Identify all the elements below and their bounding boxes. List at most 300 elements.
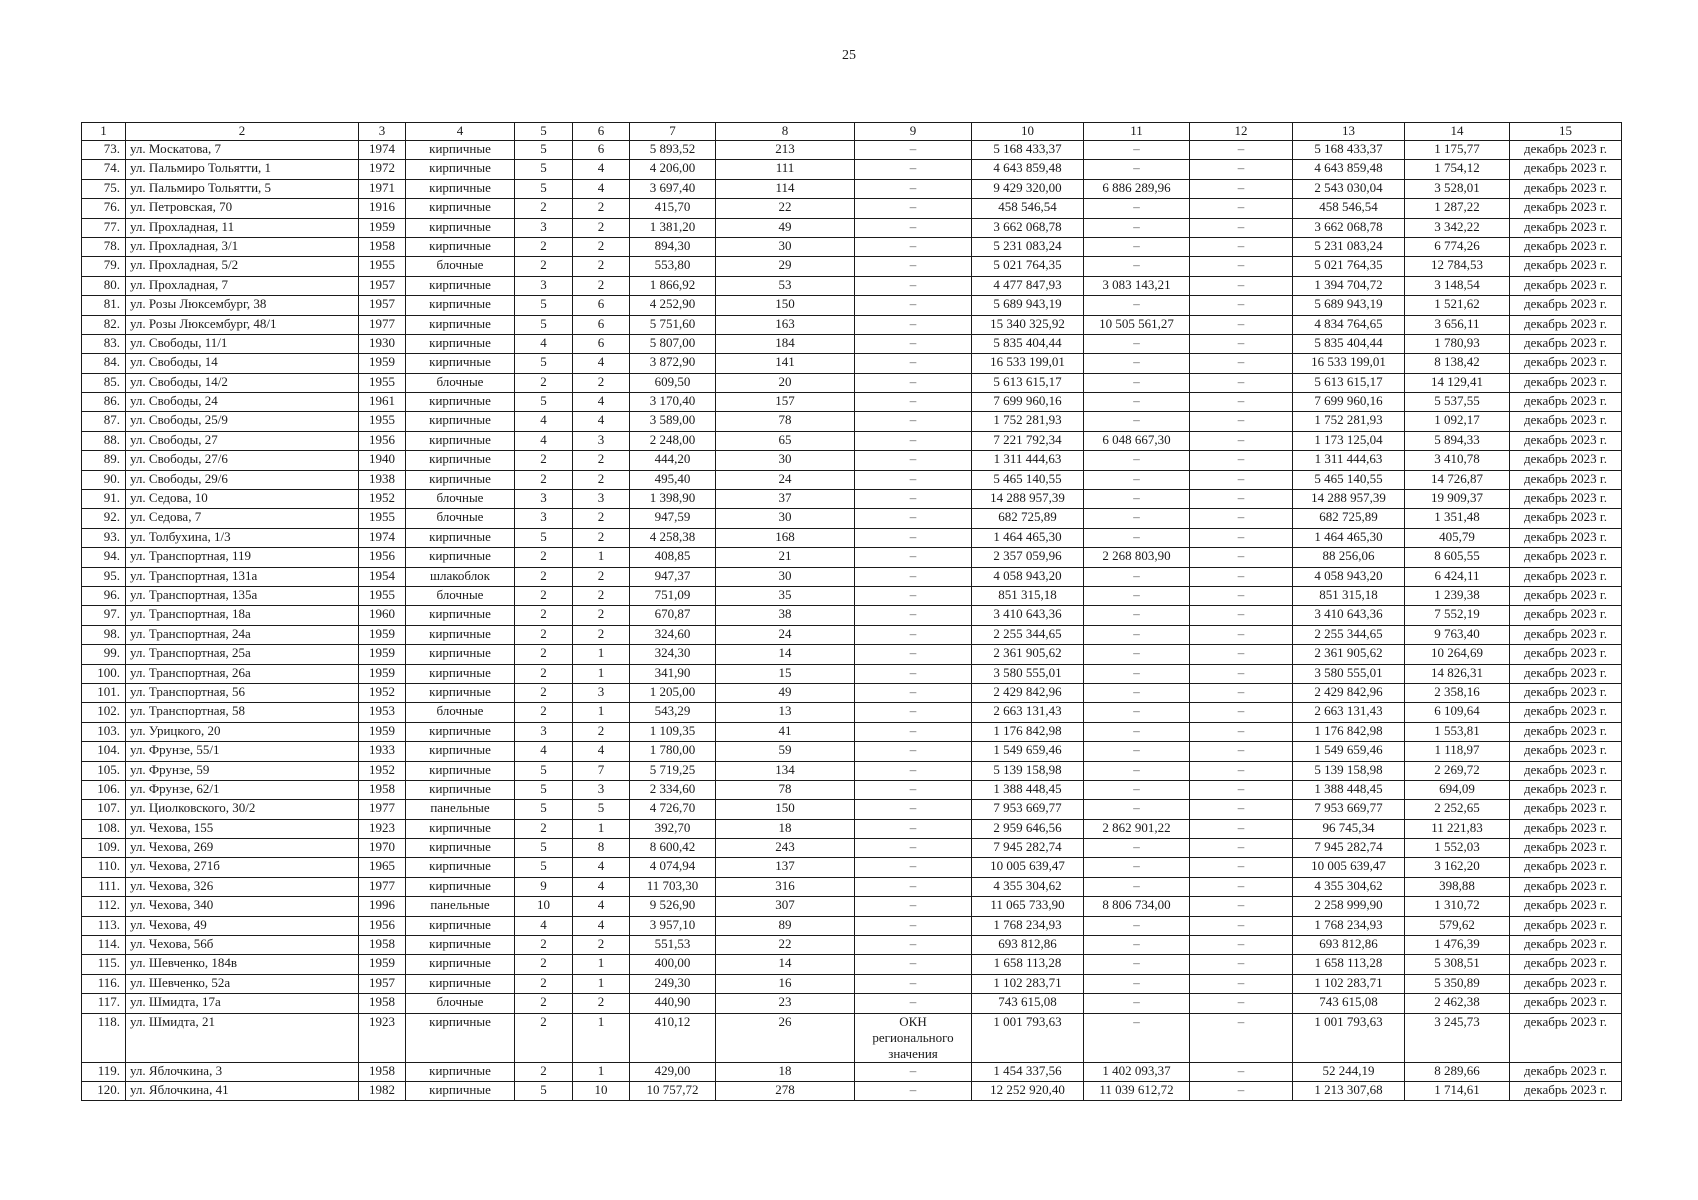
cell-floors: 3 bbox=[515, 722, 573, 741]
cell-cost-col-13: 5 231 083,24 bbox=[1293, 237, 1405, 256]
cell-residents: 14 bbox=[716, 645, 855, 664]
cell-entrances: 4 bbox=[573, 858, 630, 877]
cell-cost-col-13: 4 355 304,62 bbox=[1293, 877, 1405, 896]
cell-completion-date: декабрь 2023 г. bbox=[1510, 606, 1622, 625]
cell-heritage-status: – bbox=[855, 141, 972, 160]
cell-total-cost: 1 102 283,71 bbox=[972, 974, 1084, 993]
cell-heritage-status: – bbox=[855, 315, 972, 334]
cell-heritage-status: – bbox=[855, 257, 972, 276]
cell-cost-per-sqm: 1 714,61 bbox=[1405, 1081, 1510, 1100]
cell-completion-date: декабрь 2023 г. bbox=[1510, 877, 1622, 896]
cell-row-index: 115. bbox=[82, 955, 126, 974]
cell-cost-col-12: – bbox=[1190, 548, 1293, 567]
cell-cost-col-11: – bbox=[1084, 858, 1190, 877]
cell-cost-per-sqm: 5 537,55 bbox=[1405, 393, 1510, 412]
cell-address: ул. Москатова, 7 bbox=[126, 141, 359, 160]
cell-total-area: 11 703,30 bbox=[630, 877, 716, 896]
cell-floors: 5 bbox=[515, 315, 573, 334]
cell-year-built: 1954 bbox=[359, 567, 406, 586]
cell-residents: 213 bbox=[716, 141, 855, 160]
cell-heritage-status: – bbox=[855, 1081, 972, 1100]
cell-total-cost: 2 959 646,56 bbox=[972, 819, 1084, 838]
cell-wall-material: кирпичные bbox=[406, 451, 515, 470]
cell-year-built: 1952 bbox=[359, 761, 406, 780]
cell-total-area: 3 957,10 bbox=[630, 916, 716, 935]
cell-row-index: 118. bbox=[82, 1013, 126, 1062]
cell-heritage-status: ОКН регионального значения bbox=[855, 1013, 972, 1062]
cell-row-index: 87. bbox=[82, 412, 126, 431]
cell-residents: 278 bbox=[716, 1081, 855, 1100]
cell-year-built: 1965 bbox=[359, 858, 406, 877]
cell-cost-col-11: 6 048 667,30 bbox=[1084, 431, 1190, 450]
cell-completion-date: декабрь 2023 г. bbox=[1510, 722, 1622, 741]
column-number-6: 6 bbox=[573, 123, 630, 141]
column-number-row bbox=[82, 123, 1622, 141]
cell-cost-col-13: 10 005 639,47 bbox=[1293, 858, 1405, 877]
cell-cost-col-12: – bbox=[1190, 780, 1293, 799]
cell-cost-col-11: – bbox=[1084, 936, 1190, 955]
table-row bbox=[82, 354, 1622, 373]
cell-completion-date: декабрь 2023 г. bbox=[1510, 586, 1622, 605]
cell-total-cost: 5 613 615,17 bbox=[972, 373, 1084, 392]
cell-wall-material: кирпичные bbox=[406, 877, 515, 896]
cell-completion-date: декабрь 2023 г. bbox=[1510, 858, 1622, 877]
cell-heritage-status: – bbox=[855, 160, 972, 179]
cell-total-cost: 9 429 320,00 bbox=[972, 179, 1084, 198]
table-row bbox=[82, 373, 1622, 392]
cell-row-index: 92. bbox=[82, 509, 126, 528]
cell-completion-date: декабрь 2023 г. bbox=[1510, 664, 1622, 683]
cell-row-index: 90. bbox=[82, 470, 126, 489]
cell-floors: 2 bbox=[515, 625, 573, 644]
cell-row-index: 73. bbox=[82, 141, 126, 160]
cell-address: ул. Транспортная, 25а bbox=[126, 645, 359, 664]
table-row bbox=[82, 528, 1622, 547]
cell-heritage-status: – bbox=[855, 994, 972, 1013]
cell-row-index: 93. bbox=[82, 528, 126, 547]
cell-cost-col-12: – bbox=[1190, 800, 1293, 819]
cell-cost-col-11: – bbox=[1084, 955, 1190, 974]
cell-floors: 2 bbox=[515, 548, 573, 567]
cell-completion-date: декабрь 2023 г. bbox=[1510, 199, 1622, 218]
cell-total-cost: 2 429 842,96 bbox=[972, 683, 1084, 702]
table-row bbox=[82, 606, 1622, 625]
cell-floors: 2 bbox=[515, 1062, 573, 1081]
column-number-15: 15 bbox=[1510, 123, 1622, 141]
cell-total-cost: 5 465 140,55 bbox=[972, 470, 1084, 489]
cell-row-index: 89. bbox=[82, 451, 126, 470]
cell-residents: 21 bbox=[716, 548, 855, 567]
cell-cost-col-12: – bbox=[1190, 373, 1293, 392]
cell-row-index: 110. bbox=[82, 858, 126, 877]
cell-year-built: 1955 bbox=[359, 257, 406, 276]
table-row bbox=[82, 509, 1622, 528]
cell-row-index: 112. bbox=[82, 897, 126, 916]
cell-total-area: 1 205,00 bbox=[630, 683, 716, 702]
cell-cost-col-12: – bbox=[1190, 451, 1293, 470]
cell-address: ул. Чехова, 271б bbox=[126, 858, 359, 877]
cell-cost-col-13: 458 546,54 bbox=[1293, 199, 1405, 218]
cell-cost-col-12: – bbox=[1190, 722, 1293, 741]
cell-year-built: 1958 bbox=[359, 994, 406, 1013]
cell-cost-col-11: – bbox=[1084, 567, 1190, 586]
cell-address: ул. Пальмиро Тольятти, 5 bbox=[126, 179, 359, 198]
cell-wall-material: панельные bbox=[406, 897, 515, 916]
cell-address: ул. Транспортная, 26а bbox=[126, 664, 359, 683]
cell-residents: 49 bbox=[716, 218, 855, 237]
cell-residents: 114 bbox=[716, 179, 855, 198]
table-row bbox=[82, 703, 1622, 722]
cell-cost-col-12: – bbox=[1190, 897, 1293, 916]
table-row bbox=[82, 141, 1622, 160]
cell-entrances: 2 bbox=[573, 276, 630, 295]
cell-cost-col-12: – bbox=[1190, 645, 1293, 664]
cell-year-built: 1982 bbox=[359, 1081, 406, 1100]
table-row bbox=[82, 839, 1622, 858]
cell-cost-col-11: – bbox=[1084, 237, 1190, 256]
cell-entrances: 2 bbox=[573, 994, 630, 1013]
cell-row-index: 108. bbox=[82, 819, 126, 838]
cell-completion-date: декабрь 2023 г. bbox=[1510, 1013, 1622, 1062]
cell-row-index: 109. bbox=[82, 839, 126, 858]
cell-total-area: 1 109,35 bbox=[630, 722, 716, 741]
table-row bbox=[82, 780, 1622, 799]
cell-total-cost: 1 464 465,30 bbox=[972, 528, 1084, 547]
cell-year-built: 1923 bbox=[359, 819, 406, 838]
cell-wall-material: кирпичные bbox=[406, 528, 515, 547]
cell-cost-col-13: 3 662 068,78 bbox=[1293, 218, 1405, 237]
cell-total-area: 4 252,90 bbox=[630, 296, 716, 315]
cell-year-built: 1972 bbox=[359, 160, 406, 179]
cell-entrances: 1 bbox=[573, 1013, 630, 1062]
cell-row-index: 97. bbox=[82, 606, 126, 625]
cell-completion-date: декабрь 2023 г. bbox=[1510, 296, 1622, 315]
cell-residents: 163 bbox=[716, 315, 855, 334]
table-row bbox=[82, 548, 1622, 567]
cell-cost-col-11: – bbox=[1084, 703, 1190, 722]
cell-floors: 2 bbox=[515, 683, 573, 702]
cell-row-index: 75. bbox=[82, 179, 126, 198]
cell-address: ул. Седова, 10 bbox=[126, 490, 359, 509]
cell-floors: 2 bbox=[515, 994, 573, 1013]
cell-heritage-status: – bbox=[855, 974, 972, 993]
cell-cost-col-11: – bbox=[1084, 393, 1190, 412]
cell-cost-col-11: – bbox=[1084, 470, 1190, 489]
cell-residents: 65 bbox=[716, 431, 855, 450]
cell-cost-col-11: – bbox=[1084, 974, 1190, 993]
cell-row-index: 86. bbox=[82, 393, 126, 412]
cell-cost-per-sqm: 19 909,37 bbox=[1405, 490, 1510, 509]
cell-address: ул. Прохладная, 11 bbox=[126, 218, 359, 237]
cell-completion-date: декабрь 2023 г. bbox=[1510, 548, 1622, 567]
cell-total-area: 1 866,92 bbox=[630, 276, 716, 295]
cell-year-built: 1959 bbox=[359, 664, 406, 683]
cell-wall-material: кирпичные bbox=[406, 645, 515, 664]
cell-cost-col-12: – bbox=[1190, 664, 1293, 683]
cell-heritage-status: – bbox=[855, 431, 972, 450]
cell-cost-per-sqm: 2 358,16 bbox=[1405, 683, 1510, 702]
cell-total-area: 444,20 bbox=[630, 451, 716, 470]
cell-year-built: 1977 bbox=[359, 315, 406, 334]
cell-heritage-status: – bbox=[855, 780, 972, 799]
cell-total-cost: 1 176 842,98 bbox=[972, 722, 1084, 741]
cell-cost-col-12: – bbox=[1190, 567, 1293, 586]
cell-completion-date: декабрь 2023 г. bbox=[1510, 897, 1622, 916]
cell-address: ул. Свободы, 24 bbox=[126, 393, 359, 412]
cell-address: ул. Транспортная, 58 bbox=[126, 703, 359, 722]
cell-cost-per-sqm: 1 476,39 bbox=[1405, 936, 1510, 955]
cell-heritage-status: – bbox=[855, 606, 972, 625]
table-row bbox=[82, 1013, 1622, 1062]
cell-cost-col-11: 3 083 143,21 bbox=[1084, 276, 1190, 295]
cell-row-index: 119. bbox=[82, 1062, 126, 1081]
cell-total-area: 5 719,25 bbox=[630, 761, 716, 780]
cell-wall-material: кирпичные bbox=[406, 276, 515, 295]
cell-cost-col-13: 2 258 999,90 bbox=[1293, 897, 1405, 916]
cell-year-built: 1974 bbox=[359, 528, 406, 547]
cell-address: ул. Прохладная, 3/1 bbox=[126, 237, 359, 256]
cell-residents: 184 bbox=[716, 334, 855, 353]
cell-total-area: 5 751,60 bbox=[630, 315, 716, 334]
cell-heritage-status: – bbox=[855, 664, 972, 683]
cell-cost-col-13: 1 176 842,98 bbox=[1293, 722, 1405, 741]
cell-row-index: 117. bbox=[82, 994, 126, 1013]
cell-total-cost: 16 533 199,01 bbox=[972, 354, 1084, 373]
cell-cost-col-13: 3 580 555,01 bbox=[1293, 664, 1405, 683]
cell-heritage-status: – bbox=[855, 276, 972, 295]
cell-year-built: 1956 bbox=[359, 431, 406, 450]
cell-entrances: 4 bbox=[573, 742, 630, 761]
cell-total-cost: 5 689 943,19 bbox=[972, 296, 1084, 315]
cell-address: ул. Транспортная, 56 bbox=[126, 683, 359, 702]
cell-year-built: 1952 bbox=[359, 490, 406, 509]
cell-row-index: 74. bbox=[82, 160, 126, 179]
cell-entrances: 2 bbox=[573, 936, 630, 955]
cell-cost-col-11: 8 806 734,00 bbox=[1084, 897, 1190, 916]
cell-address: ул. Чехова, 49 bbox=[126, 916, 359, 935]
cell-residents: 141 bbox=[716, 354, 855, 373]
cell-cost-col-13: 1 549 659,46 bbox=[1293, 742, 1405, 761]
cell-cost-col-13: 52 244,19 bbox=[1293, 1062, 1405, 1081]
cell-cost-col-13: 2 255 344,65 bbox=[1293, 625, 1405, 644]
table-row bbox=[82, 586, 1622, 605]
cell-heritage-status: – bbox=[855, 722, 972, 741]
cell-cost-col-12: – bbox=[1190, 393, 1293, 412]
cell-floors: 2 bbox=[515, 199, 573, 218]
column-number-4: 4 bbox=[406, 123, 515, 141]
cell-cost-col-12: – bbox=[1190, 858, 1293, 877]
cell-cost-per-sqm: 1 780,93 bbox=[1405, 334, 1510, 353]
cell-entrances: 2 bbox=[573, 528, 630, 547]
cell-cost-per-sqm: 3 148,54 bbox=[1405, 276, 1510, 295]
cell-wall-material: блочные bbox=[406, 373, 515, 392]
cell-heritage-status: – bbox=[855, 1062, 972, 1081]
cell-completion-date: декабрь 2023 г. bbox=[1510, 645, 1622, 664]
cell-year-built: 1959 bbox=[359, 218, 406, 237]
cell-address: ул. Свободы, 11/1 bbox=[126, 334, 359, 353]
cell-completion-date: декабрь 2023 г. bbox=[1510, 761, 1622, 780]
cell-cost-col-12: – bbox=[1190, 237, 1293, 256]
cell-floors: 3 bbox=[515, 490, 573, 509]
cell-completion-date: декабрь 2023 г. bbox=[1510, 257, 1622, 276]
cell-total-cost: 1 311 444,63 bbox=[972, 451, 1084, 470]
table-row bbox=[82, 625, 1622, 644]
cell-entrances: 4 bbox=[573, 916, 630, 935]
cell-floors: 5 bbox=[515, 761, 573, 780]
cell-cost-col-11: 6 886 289,96 bbox=[1084, 179, 1190, 198]
cell-cost-per-sqm: 10 264,69 bbox=[1405, 645, 1510, 664]
cell-completion-date: декабрь 2023 г. bbox=[1510, 490, 1622, 509]
cell-total-cost: 1 388 448,45 bbox=[972, 780, 1084, 799]
cell-heritage-status: – bbox=[855, 296, 972, 315]
cell-completion-date: декабрь 2023 г. bbox=[1510, 1062, 1622, 1081]
cell-floors: 5 bbox=[515, 839, 573, 858]
cell-cost-col-11: – bbox=[1084, 742, 1190, 761]
cell-total-cost: 743 615,08 bbox=[972, 994, 1084, 1013]
cell-completion-date: декабрь 2023 г. bbox=[1510, 683, 1622, 702]
cell-completion-date: декабрь 2023 г. bbox=[1510, 839, 1622, 858]
cell-heritage-status: – bbox=[855, 470, 972, 489]
cell-address: ул. Чехова, 340 bbox=[126, 897, 359, 916]
cell-residents: 168 bbox=[716, 528, 855, 547]
cell-cost-per-sqm: 579,62 bbox=[1405, 916, 1510, 935]
cell-wall-material: кирпичные bbox=[406, 431, 515, 450]
column-number-13: 13 bbox=[1293, 123, 1405, 141]
cell-cost-col-12: – bbox=[1190, 431, 1293, 450]
cell-year-built: 1923 bbox=[359, 1013, 406, 1062]
cell-row-index: 95. bbox=[82, 567, 126, 586]
cell-entrances: 8 bbox=[573, 839, 630, 858]
cell-wall-material: кирпичные bbox=[406, 664, 515, 683]
cell-entrances: 1 bbox=[573, 819, 630, 838]
cell-heritage-status: – bbox=[855, 742, 972, 761]
column-number-10: 10 bbox=[972, 123, 1084, 141]
cell-completion-date: декабрь 2023 г. bbox=[1510, 431, 1622, 450]
cell-total-area: 429,00 bbox=[630, 1062, 716, 1081]
cell-wall-material: кирпичные bbox=[406, 761, 515, 780]
cell-total-area: 1 780,00 bbox=[630, 742, 716, 761]
cell-wall-material: кирпичные bbox=[406, 315, 515, 334]
cell-row-index: 91. bbox=[82, 490, 126, 509]
cell-cost-per-sqm: 5 350,89 bbox=[1405, 974, 1510, 993]
cell-cost-col-11: – bbox=[1084, 761, 1190, 780]
cell-floors: 2 bbox=[515, 237, 573, 256]
cell-cost-col-11: – bbox=[1084, 334, 1190, 353]
cell-total-cost: 3 580 555,01 bbox=[972, 664, 1084, 683]
table-row bbox=[82, 334, 1622, 353]
cell-cost-col-11: 11 039 612,72 bbox=[1084, 1081, 1190, 1100]
cell-cost-per-sqm: 9 763,40 bbox=[1405, 625, 1510, 644]
cell-cost-col-13: 2 663 131,43 bbox=[1293, 703, 1405, 722]
cell-address: ул. Шевченко, 184в bbox=[126, 955, 359, 974]
cell-floors: 3 bbox=[515, 276, 573, 295]
cell-completion-date: декабрь 2023 г. bbox=[1510, 1081, 1622, 1100]
cell-address: ул. Фрунзе, 59 bbox=[126, 761, 359, 780]
cell-cost-col-13: 5 465 140,55 bbox=[1293, 470, 1405, 489]
cell-floors: 2 bbox=[515, 955, 573, 974]
cell-floors: 2 bbox=[515, 1013, 573, 1062]
cell-entrances: 2 bbox=[573, 218, 630, 237]
cell-heritage-status: – bbox=[855, 528, 972, 547]
cell-wall-material: кирпичные bbox=[406, 218, 515, 237]
cell-floors: 4 bbox=[515, 412, 573, 431]
cell-year-built: 1955 bbox=[359, 509, 406, 528]
cell-total-area: 2 248,00 bbox=[630, 431, 716, 450]
cell-cost-col-13: 1 311 444,63 bbox=[1293, 451, 1405, 470]
cell-cost-per-sqm: 2 269,72 bbox=[1405, 761, 1510, 780]
cell-address: ул. Прохладная, 5/2 bbox=[126, 257, 359, 276]
cell-total-cost: 682 725,89 bbox=[972, 509, 1084, 528]
cell-heritage-status: – bbox=[855, 877, 972, 896]
cell-row-index: 102. bbox=[82, 703, 126, 722]
cell-entrances: 3 bbox=[573, 780, 630, 799]
cell-year-built: 1958 bbox=[359, 936, 406, 955]
cell-floors: 5 bbox=[515, 1081, 573, 1100]
cell-cost-per-sqm: 3 342,22 bbox=[1405, 218, 1510, 237]
cell-year-built: 1958 bbox=[359, 1062, 406, 1081]
cell-cost-col-12: – bbox=[1190, 528, 1293, 547]
cell-cost-per-sqm: 1 351,48 bbox=[1405, 509, 1510, 528]
cell-total-cost: 3 662 068,78 bbox=[972, 218, 1084, 237]
cell-heritage-status: – bbox=[855, 858, 972, 877]
cell-year-built: 1953 bbox=[359, 703, 406, 722]
cell-completion-date: декабрь 2023 г. bbox=[1510, 354, 1622, 373]
cell-entrances: 4 bbox=[573, 160, 630, 179]
cell-year-built: 1956 bbox=[359, 916, 406, 935]
cell-wall-material: кирпичные bbox=[406, 296, 515, 315]
cell-residents: 38 bbox=[716, 606, 855, 625]
cell-residents: 53 bbox=[716, 276, 855, 295]
cell-entrances: 1 bbox=[573, 664, 630, 683]
cell-total-cost: 7 221 792,34 bbox=[972, 431, 1084, 450]
cell-total-area: 1 398,90 bbox=[630, 490, 716, 509]
cell-cost-col-11: 1 402 093,37 bbox=[1084, 1062, 1190, 1081]
cell-cost-col-13: 3 410 643,36 bbox=[1293, 606, 1405, 625]
cell-residents: 24 bbox=[716, 470, 855, 489]
table-row bbox=[82, 218, 1622, 237]
cell-cost-col-12: – bbox=[1190, 509, 1293, 528]
cell-total-cost: 1 549 659,46 bbox=[972, 742, 1084, 761]
cell-completion-date: декабрь 2023 г. bbox=[1510, 315, 1622, 334]
cell-residents: 307 bbox=[716, 897, 855, 916]
table-row bbox=[82, 470, 1622, 489]
cell-cost-col-12: – bbox=[1190, 974, 1293, 993]
cell-cost-col-13: 14 288 957,39 bbox=[1293, 490, 1405, 509]
cell-address: ул. Чехова, 326 bbox=[126, 877, 359, 896]
cell-heritage-status: – bbox=[855, 218, 972, 237]
cell-floors: 5 bbox=[515, 179, 573, 198]
table-row bbox=[82, 199, 1622, 218]
cell-cost-col-11: – bbox=[1084, 625, 1190, 644]
cell-completion-date: декабрь 2023 г. bbox=[1510, 819, 1622, 838]
cell-floors: 2 bbox=[515, 645, 573, 664]
cell-entrances: 4 bbox=[573, 897, 630, 916]
cell-cost-col-12: – bbox=[1190, 625, 1293, 644]
cell-cost-col-11: – bbox=[1084, 722, 1190, 741]
cell-cost-col-12: – bbox=[1190, 315, 1293, 334]
cell-total-area: 947,59 bbox=[630, 509, 716, 528]
cell-address: ул. Свободы, 14 bbox=[126, 354, 359, 373]
cell-residents: 22 bbox=[716, 199, 855, 218]
cell-floors: 2 bbox=[515, 664, 573, 683]
cell-wall-material: кирпичные bbox=[406, 916, 515, 935]
column-number-7: 7 bbox=[630, 123, 716, 141]
cell-total-cost: 1 768 234,93 bbox=[972, 916, 1084, 935]
cell-entrances: 5 bbox=[573, 800, 630, 819]
cell-floors: 2 bbox=[515, 586, 573, 605]
cell-cost-per-sqm: 1 521,62 bbox=[1405, 296, 1510, 315]
cell-total-cost: 5 231 083,24 bbox=[972, 237, 1084, 256]
